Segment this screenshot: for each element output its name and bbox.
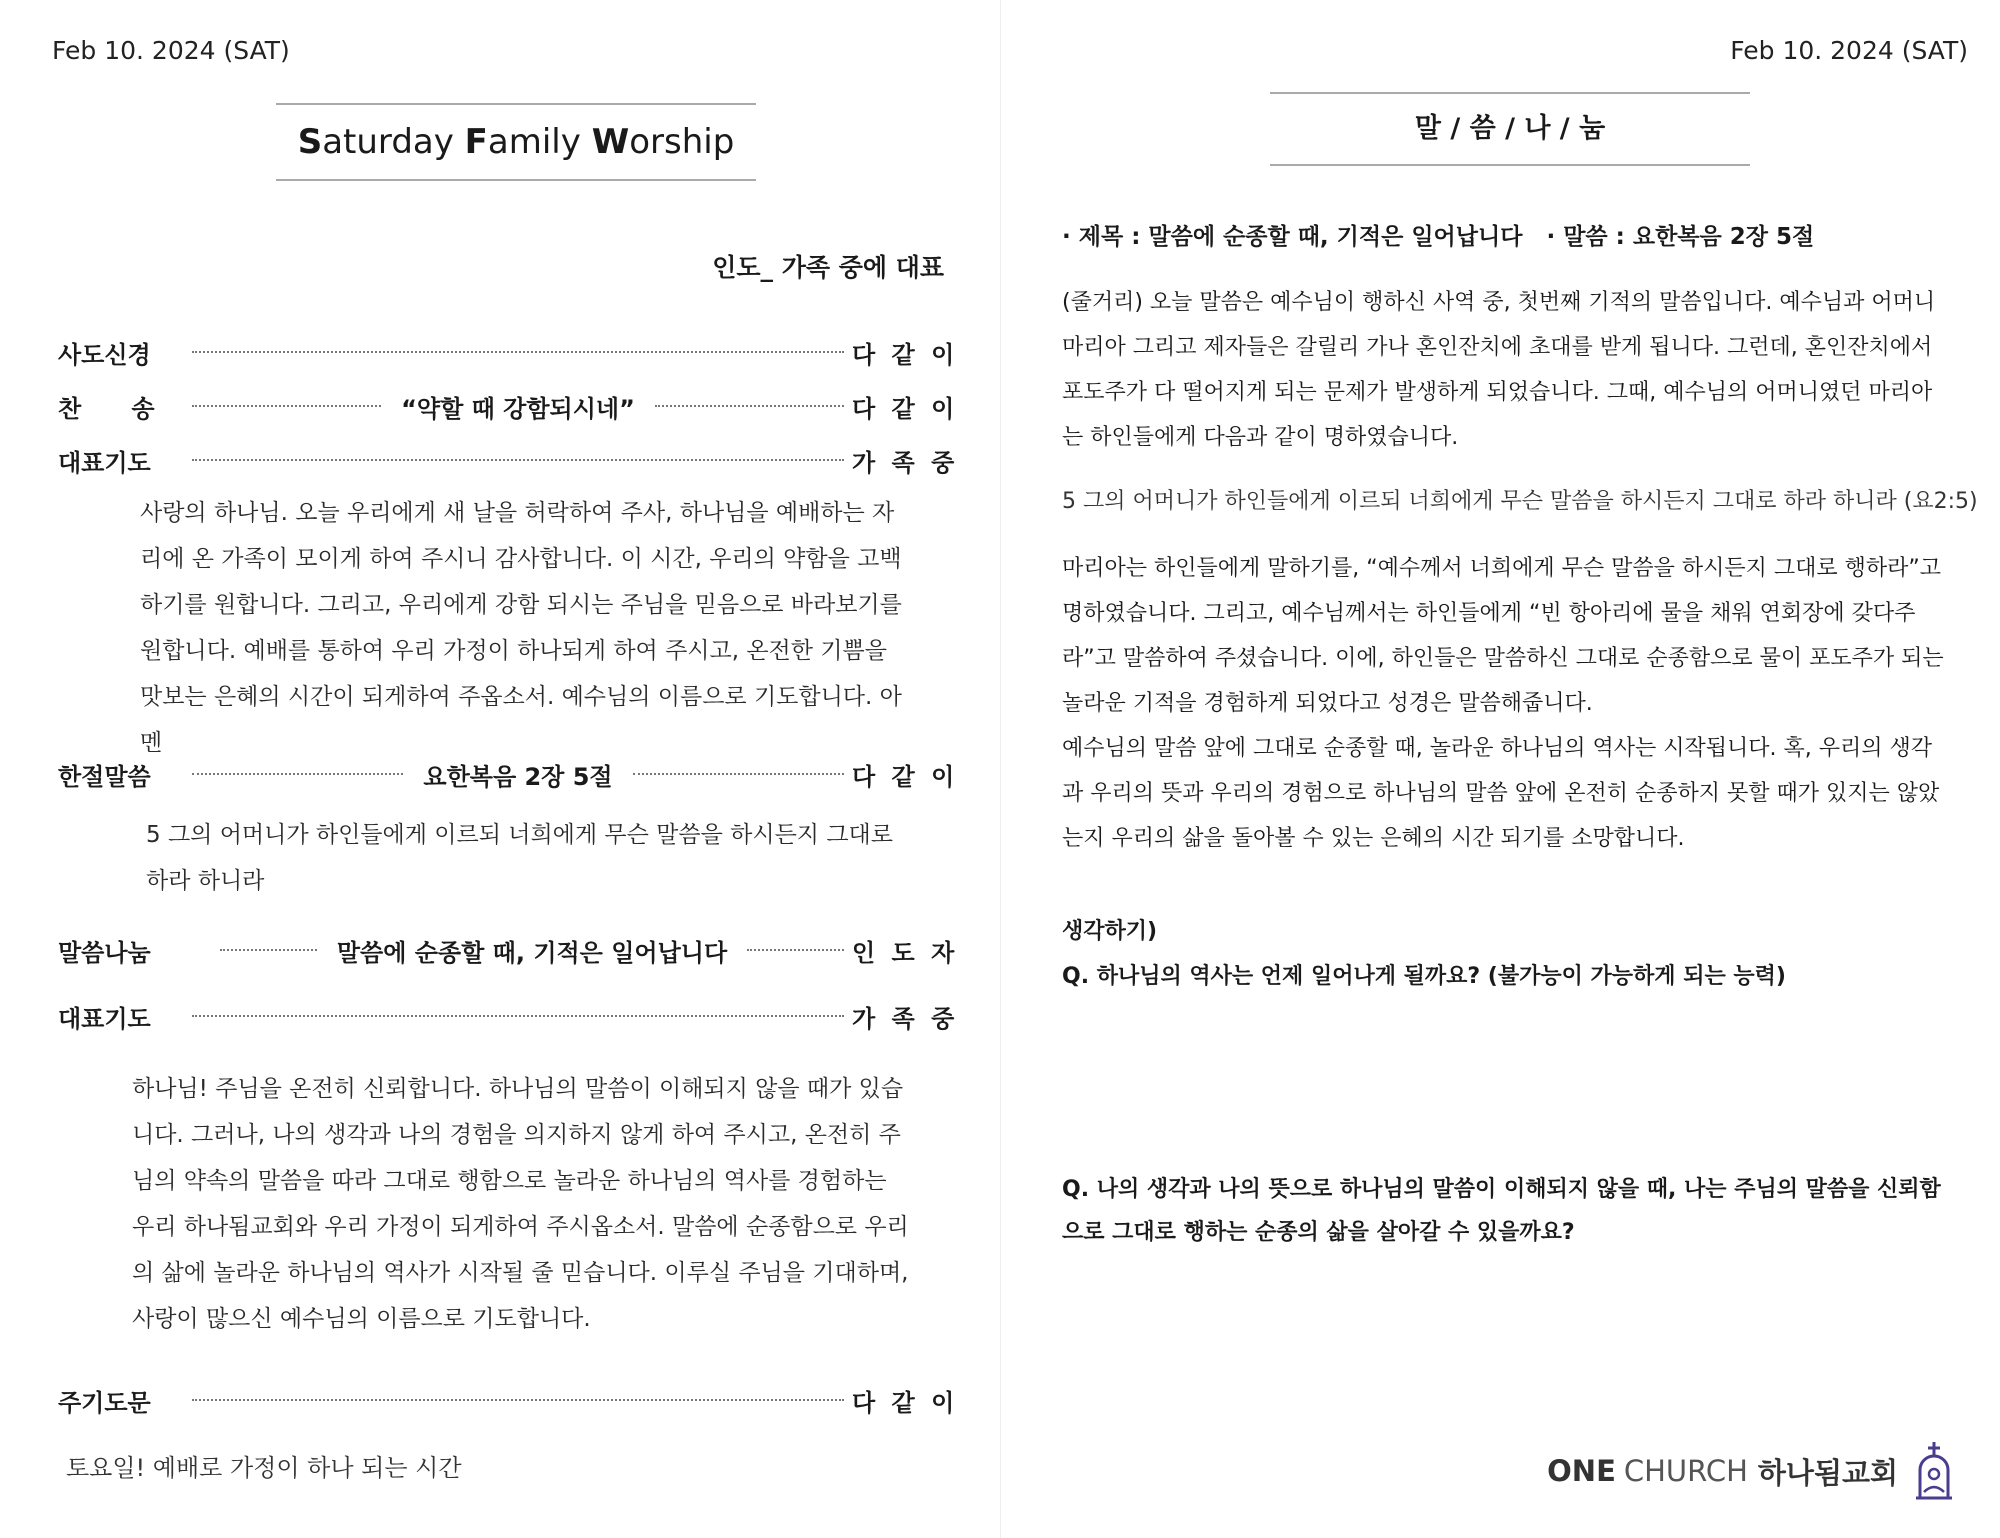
order-row-prayer [58, 442, 959, 478]
order-participant: 가 족 중 [852, 1004, 959, 1033]
footer-slogan: 토요일! 예배로 가정이 하나 되는 시간 [66, 1454, 462, 1482]
order-label: 대표기도 [58, 1004, 151, 1033]
dot-leader [747, 949, 844, 951]
story-summary: (줄거리) 오늘 말씀은 예수님이 행하신 사역 중, 첫번째 기적의 말씀입니다. 예수님과 어머니 마리아 그리고 제자들은 갈릴리 가나 혼인잔치에 초대를 받게 됩니다. 그런데, 혼인잔치에서 포도주가 다 떨어지게 되는 문제가 발생하게 되었습니다. 그때, 예수님의 어머니였던 마리아는 하인들에게 다음과 같이 명하였습니다. [1062, 290, 1936, 450]
hymn-title: “약할 때 강함되시네” [401, 394, 635, 423]
leader-intro: 인도_ 가족 중에 대표 [712, 253, 944, 282]
order-participant: 가 족 중 [852, 448, 959, 477]
order-row-prayer-2 [58, 998, 959, 1034]
order-participant: 다 같 이 [852, 394, 959, 423]
topic-title: · 제목 : 말씀에 순종할 때, 기적은 일어납니다 [1062, 224, 1523, 250]
dot-leader [220, 949, 317, 951]
key-verse: 5 그의 어머니가 하인들에게 이르되 너희에게 무슨 말씀을 하시든지 그대로 하라 하니라 (요2:5) [1062, 489, 1978, 514]
order-row-hymn [58, 388, 959, 424]
dot-leader [192, 1015, 844, 1017]
order-row-lords-prayer [58, 1382, 959, 1418]
right-page [1000, 0, 2000, 1538]
dot-leader [192, 773, 403, 775]
dot-leader [192, 1399, 844, 1401]
left-date: Feb 10. 2024 (SAT) [52, 36, 290, 65]
order-row-sermon [58, 932, 959, 968]
order-participant: 다 같 이 [852, 762, 959, 791]
order-label: 찬 송 [58, 394, 155, 423]
order-label: 사도신경 [58, 340, 151, 369]
order-row-creed [58, 334, 959, 370]
sermon-topic [1062, 218, 1830, 251]
dot-leader [192, 351, 844, 353]
order-label: 주기도문 [58, 1388, 151, 1417]
brand-church: CHURCH [1623, 1454, 1748, 1488]
order-participant: 다 같 이 [852, 340, 959, 369]
worship-title: Saturday Family Worship [276, 103, 756, 181]
sermon-title: 말씀에 순종할 때, 기적은 일어납니다 [336, 938, 728, 967]
topic-verse: · 말씀 : 요한복음 2장 5절 [1546, 224, 1815, 250]
right-date: Feb 10. 2024 (SAT) [1730, 36, 1968, 65]
church-logo-icon [1912, 1440, 1956, 1502]
order-participant: 인 도 자 [852, 938, 959, 967]
brand-korean-name: 하나됨교회 [1757, 1455, 1898, 1490]
dot-leader [192, 459, 844, 461]
closing-prayer-text: 하나님! 주님을 온전히 신뢰합니다. 하나님의 말씀이 이해되지 않을 때가 있습니다. 그러나, 나의 생각과 나의 경험을 의지하지 않게 하여 주시고, 온전히 주님의 약속의 말씀을 따라 그대로 행함으로 놀라운 하나님의 역사를 경험하는 우리 하나됨교회와 우리 가정이 되게하여 주시옵소서. 말씀에 순종함으로 우리의 삶에 놀라운 하나님의 역사가 시작될 줄 믿습니다. 이루실 주님을 기대하며, 사랑이 많으신 예수님의 이름으로 기도합니다. [132, 1076, 909, 1332]
question-2: Q. 나의 생각과 나의 뜻으로 하나님의 말씀이 이해되지 않을 때, 나는 주님의 말씀을 신뢰함으로 그대로 행하는 순종의 삶을 살아갈 수 있을까요? [1062, 1177, 1941, 1245]
opening-prayer-text: 사랑의 하나님. 오늘 우리에게 새 날을 허락하여 주사, 하나님을 예배하는 자리에 온 가족이 모이게 하여 주시니 감사합니다. 이 시간, 우리의 약함을 고백하기를 원합니다. 그리고, 우리에게 강함 되시는 주님을 믿음으로 바라보기를 원합니다. 예배를 통하여 우리 가정이 하나되게 하여 주시고, 온전한 기쁨을 맛보는 은혜의 시간이 되게하여 주옵소서. 예수님의 이름으로 기도합니다. 아멘 [140, 500, 902, 756]
dot-leader [633, 773, 844, 775]
order-label: 대표기도 [58, 448, 151, 477]
sharing-body-2: 예수님의 말씀 앞에 그대로 순종할 때, 놀라운 하나님의 역사는 시작됩니다. 혹, 우리의 생각과 우리의 뜻과 우리의 경험으로 하나님의 말씀 앞에 온전히 순종하지 못할 때가 있지는 않았는지 우리의 삶을 돌아볼 수 있는 은혜의 시간 되기를 소망합니다. [1062, 736, 1940, 851]
brand-one: ONE [1547, 1454, 1616, 1488]
verse-text: 5 그의 어머니가 하인들에게 이르되 너희에게 무슨 말씀을 하시든지 그대로 하라 하니라 [146, 822, 893, 894]
question-1: Q. 하나님의 역사는 언제 일어나게 될까요? (불가능이 가능하게 되는 능력) [1062, 964, 1786, 989]
order-participant: 다 같 이 [852, 1388, 959, 1417]
verse-reference: 요한복음 2장 5절 [423, 762, 613, 791]
order-label: 한절말씀 [58, 762, 151, 791]
church-brand [1547, 1440, 1956, 1502]
dot-leader [655, 405, 844, 407]
sharing-body-1: 마리아는 하인들에게 말하기를, “예수께서 너희에게 무슨 말씀을 하시든지 그대로 행하라”고 명하였습니다. 그리고, 예수님께서는 하인들에게 “빈 항아리에 물을 채워 연회장에 갖다주라”고 말씀하여 주셨습니다. 이에, 하인들은 말씀하신 그대로 순종함으로 물이 포도주가 되는 놀라운 기적을 경험하게 되었다고 성경은 말씀해줍니다. [1062, 556, 1944, 716]
sharing-title: 말 / 씀 / 나 / 눔 [1270, 92, 1750, 166]
dot-leader [192, 405, 381, 407]
order-row-verse [58, 756, 959, 792]
reflection-heading: 생각하기) [1062, 919, 1158, 944]
order-label: 말씀나눔 [58, 938, 151, 967]
